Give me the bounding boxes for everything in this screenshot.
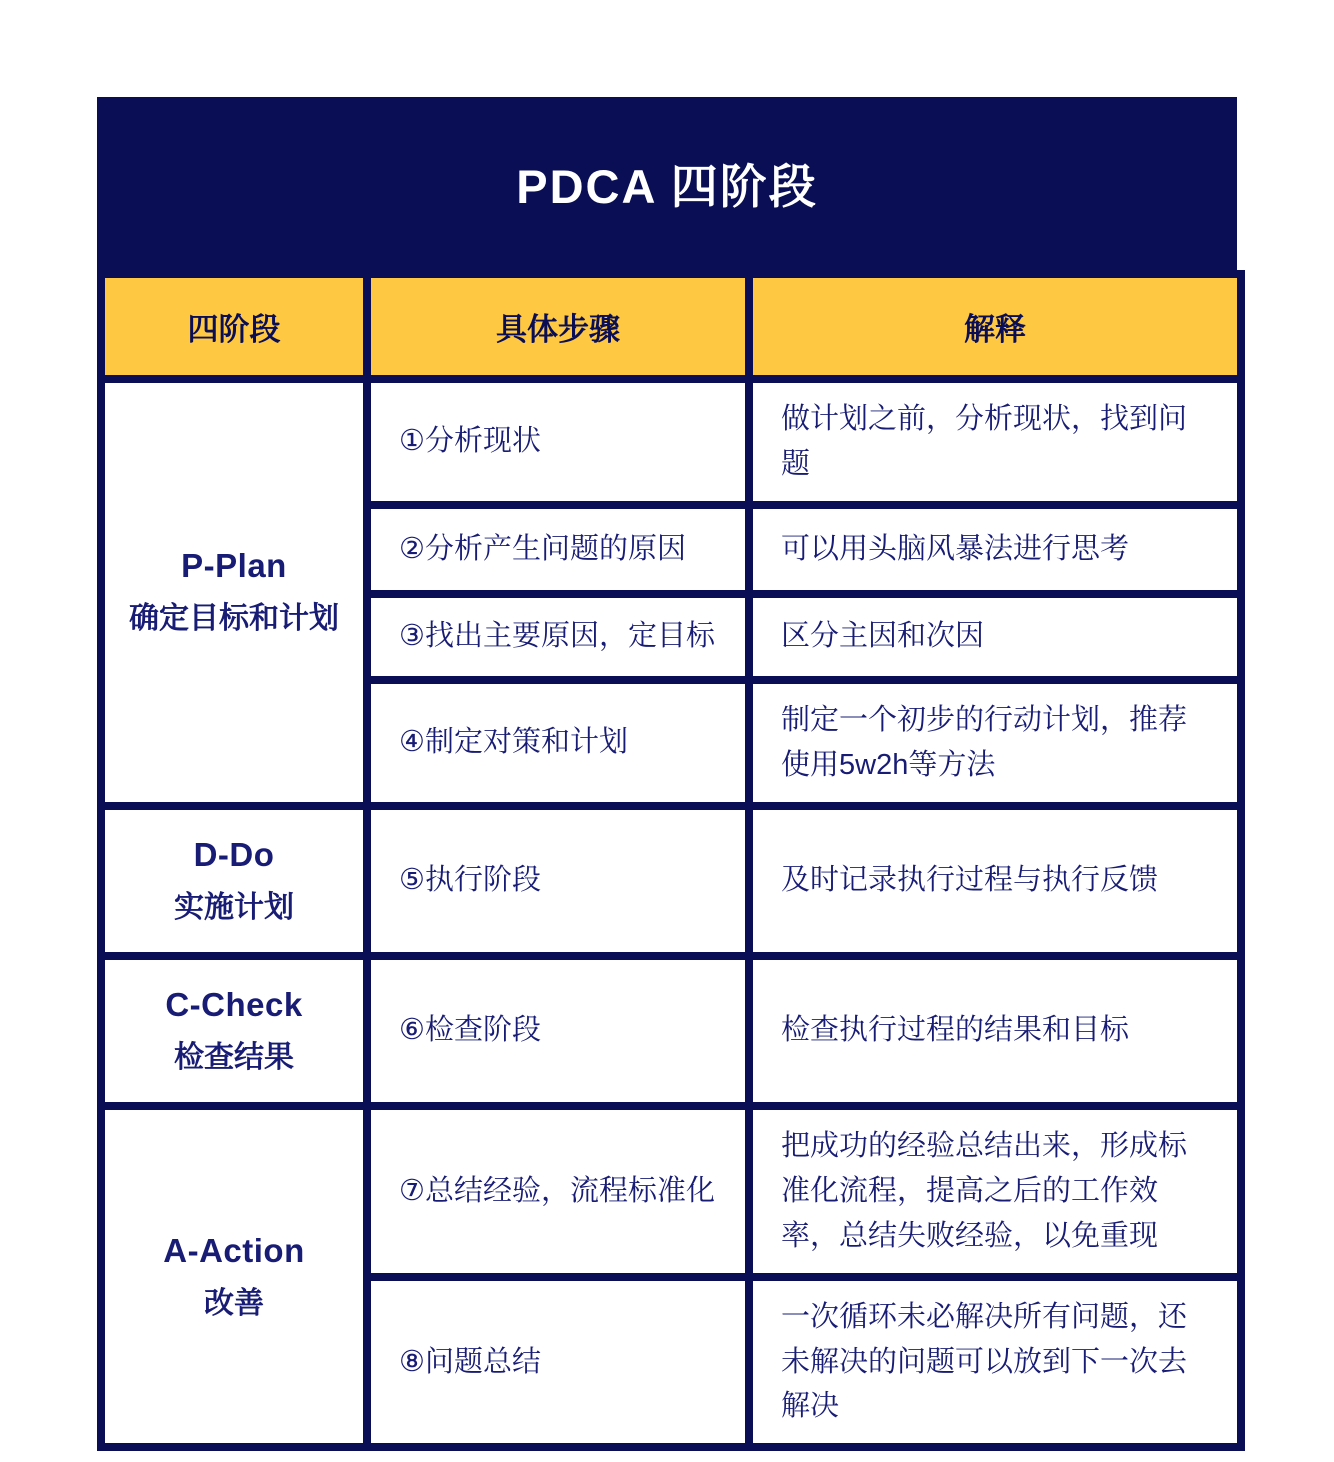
column-header-steps: 具体步骤 xyxy=(367,274,749,379)
stage-name-en: D-Do xyxy=(193,835,275,873)
explain-cell: 一次循环未必解决所有问题，还未解决的问题可以放到下一次去解决 xyxy=(749,1277,1241,1448)
explain-cell: 做计划之前，分析现状，找到问题 xyxy=(749,379,1241,505)
table-row xyxy=(101,379,1241,505)
step-cell: ③找出主要原因，定目标 xyxy=(367,594,749,680)
step-cell: ⑧问题总结 xyxy=(367,1277,749,1448)
stage-cell-plan xyxy=(101,379,367,806)
step-cell: ⑥检查阶段 xyxy=(367,956,749,1106)
column-header-explanation: 解释 xyxy=(749,274,1241,379)
stage-name-zh: 检查结果 xyxy=(174,1040,294,1074)
page-title: PDCA 四阶段 xyxy=(516,160,818,213)
explain-cell: 区分主因和次因 xyxy=(749,594,1241,680)
step-cell: ⑦总结经验，流程标准化 xyxy=(367,1106,749,1277)
explain-cell: 及时记录执行过程与执行反馈 xyxy=(749,806,1241,956)
stage-cell-action xyxy=(101,1106,367,1448)
stage-name-en: C-Check xyxy=(165,985,303,1023)
table-row xyxy=(101,956,1241,1106)
explain-cell: 把成功的经验总结出来，形成标准化流程，提高之后的工作效率，总结失败经验，以免重现 xyxy=(749,1106,1241,1277)
explain-cell: 检查执行过程的结果和目标 xyxy=(749,956,1241,1106)
explain-cell: 可以用头脑风暴法进行思考 xyxy=(749,505,1241,594)
stage-name-zh: 改善 xyxy=(204,1286,264,1320)
stage-name-zh: 实施计划 xyxy=(174,890,294,924)
stage-name-zh: 确定目标和计划 xyxy=(129,602,339,636)
explain-cell: 制定一个初步的行动计划，推荐使用5w2h等方法 xyxy=(749,680,1241,806)
step-cell: ②分析产生问题的原因 xyxy=(367,505,749,594)
table-row xyxy=(101,1106,1241,1277)
stage-cell-do xyxy=(101,806,367,956)
step-cell: ④制定对策和计划 xyxy=(367,680,749,806)
column-header-row xyxy=(101,274,1241,379)
title-banner xyxy=(97,97,1237,270)
stage-cell-check xyxy=(101,956,367,1106)
pdca-table xyxy=(97,270,1245,1451)
step-cell: ①分析现状 xyxy=(367,379,749,505)
step-cell: ⑤执行阶段 xyxy=(367,806,749,956)
table-row xyxy=(101,806,1241,956)
column-header-stage: 四阶段 xyxy=(101,274,367,379)
pdca-table-container xyxy=(97,97,1237,1451)
stage-name-en: A-Action xyxy=(163,1231,305,1269)
stage-name-en: P-Plan xyxy=(181,547,287,585)
